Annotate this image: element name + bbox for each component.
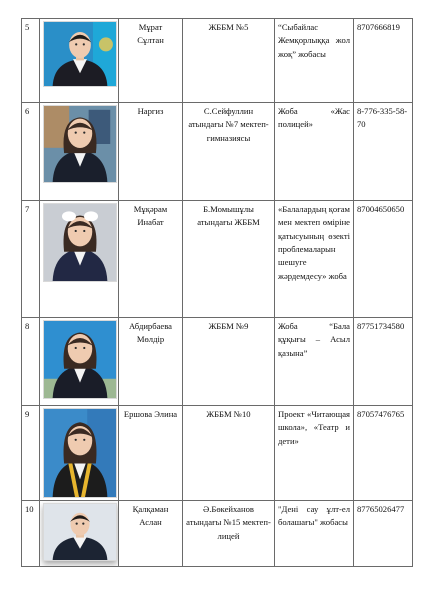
table-row <box>22 406 413 501</box>
table-row <box>22 19 413 103</box>
phone-number: 87004650650 <box>354 201 413 318</box>
school-name: С.Сейфуллин атындағы №7 мектеп-гимназиясы <box>183 103 275 201</box>
student-name: Қалқаман Аслан <box>119 501 183 567</box>
row-number: 7 <box>22 201 40 318</box>
phone-number: 8707666819 <box>354 19 413 103</box>
school-name: ЖББМ №10 <box>183 406 275 501</box>
project-title: Жоба «Жас полицей» <box>275 103 354 201</box>
student-name: Мұрат Сұлтан <box>119 19 183 103</box>
photo-cell <box>40 103 119 201</box>
table-row <box>22 201 413 318</box>
student-name: Абдирбаева Мөлдір <box>119 318 183 406</box>
phone-number: 8-776-335-58-70 <box>354 103 413 201</box>
portrait-photo <box>43 21 117 87</box>
photo-cell <box>40 201 119 318</box>
project-title: Жоба “Бала құқығы – Асыл қазына” <box>275 318 354 406</box>
portrait-photo <box>43 203 117 282</box>
row-number: 5 <box>22 19 40 103</box>
phone-number: 87751734580 <box>354 318 413 406</box>
school-name: ЖББМ №5 <box>183 19 275 103</box>
project-title: “Сыбайлас Жемқорлыққа жол жоқ” жобасы <box>275 19 354 103</box>
school-name: ЖББМ №9 <box>183 318 275 406</box>
table-row <box>22 501 413 567</box>
row-number: 9 <box>22 406 40 501</box>
student-name: Ершова Элина <box>119 406 183 501</box>
portrait-photo <box>43 503 117 561</box>
phone-number: 87057476765 <box>354 406 413 501</box>
photo-cell <box>40 406 119 501</box>
photo-cell <box>40 318 119 406</box>
portrait-photo <box>43 408 117 498</box>
photo-cell <box>40 19 119 103</box>
project-title: Проект «Читающая школа», «Театр и дети» <box>275 406 354 501</box>
participants-table <box>21 18 413 567</box>
project-title: «Балалардың қоғам мен мектеп өміріне қатысуының өзекті проблемаларын шешуге жәрдемдесу» жоба <box>275 201 354 318</box>
portrait-photo <box>43 320 117 399</box>
table-row <box>22 103 413 201</box>
student-name: Наргиз <box>119 103 183 201</box>
student-name: Мұқәрам Инабат <box>119 201 183 318</box>
row-number: 6 <box>22 103 40 201</box>
portrait-photo <box>43 105 117 183</box>
school-name: Б.Момышұлы атындағы ЖББМ <box>183 201 275 318</box>
row-number: 8 <box>22 318 40 406</box>
table-row <box>22 318 413 406</box>
photo-cell <box>40 501 119 567</box>
phone-number: 87765026477 <box>354 501 413 567</box>
project-title: "Дені сау ұлт-ел болашағы" жобасы <box>275 501 354 567</box>
row-number: 10 <box>22 501 40 567</box>
school-name: Ә.Бөкейханов атындағы №15 мектеп-лицей <box>183 501 275 567</box>
